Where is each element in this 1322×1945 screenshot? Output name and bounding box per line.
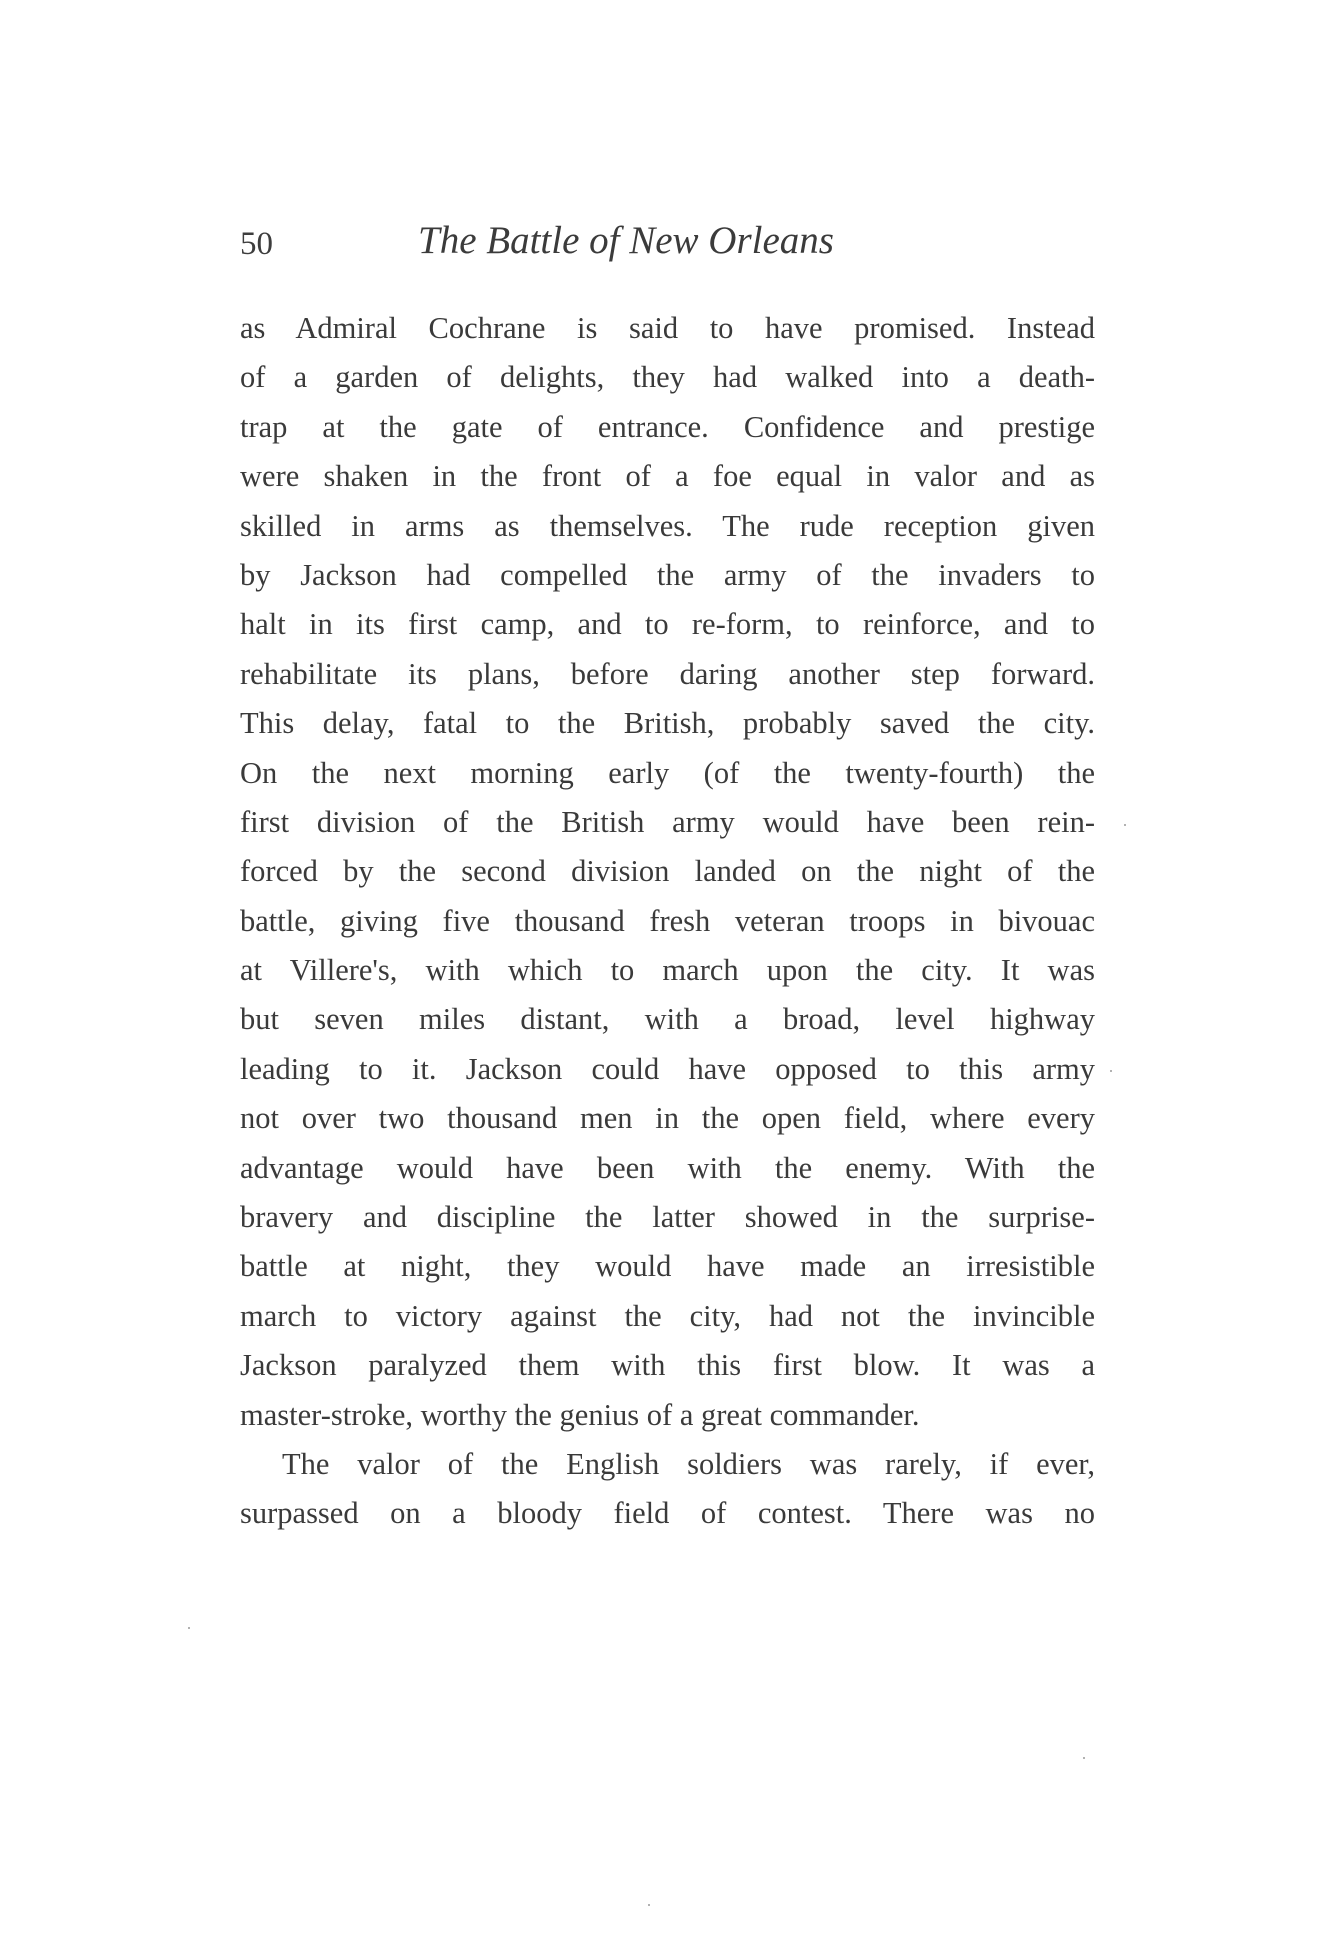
text-line: halt in its first camp, and to re-form, to reinforce, and to [240, 607, 1095, 642]
text-line: march to victory against the city, had not the invincible [240, 1298, 1095, 1333]
text-line: first division of the British army would have been rein- [240, 804, 1095, 839]
text-line: Jackson paralyzed them with this first blow. It was a [240, 1348, 1095, 1383]
text-line: at Villere's, with which to march upon the city. It was [240, 953, 1095, 988]
paragraph-end-line: master-stroke, worthy the genius of a great commander. [240, 1397, 920, 1432]
paragraph-start-line: The valor of the English soldiers was rarely, if ever, [282, 1446, 1095, 1481]
body-text [240, 304, 1095, 1539]
text-line: but seven miles distant, with a broad, level highway [240, 1002, 1095, 1037]
scan-speck [188, 1627, 190, 1629]
text-line: leading to it. Jackson could have opposed to this army [240, 1051, 1095, 1086]
text-line: forced by the second division landed on the night of the [240, 854, 1095, 889]
scan-speck [648, 1904, 650, 1906]
page-number: 50 [240, 226, 273, 262]
scan-speck [1124, 824, 1126, 826]
text-line: bravery and discipline the latter showed in the surprise- [240, 1200, 1095, 1235]
text-line: advantage would have been with the enemy. With the [240, 1150, 1095, 1185]
text-line: surpassed on a bloody field of contest. There was no [240, 1496, 1095, 1531]
scan-speck [1083, 1757, 1085, 1759]
text-line: were shaken in the front of a foe equal in valor and as [240, 459, 1095, 494]
text-line: rehabilitate its plans, before daring another step forward. [240, 656, 1095, 691]
scan-speck [1110, 1070, 1112, 1072]
text-line: by Jackson had compelled the army of the invaders to [240, 557, 1095, 592]
text-line: On the next morning early (of the twenty-fourth) the [240, 755, 1095, 790]
text-line: not over two thousand men in the open field, where every [240, 1101, 1095, 1136]
page-header [240, 218, 1100, 274]
text-line: battle at night, they would have made an irresistible [240, 1249, 1095, 1284]
text-line: trap at the gate of entrance. Confidence and prestige [240, 409, 1095, 444]
text-line: This delay, fatal to the British, probably saved the city. [240, 706, 1095, 741]
text-line: as Admiral Cochrane is said to have promised. Instead [240, 311, 1095, 345]
text-line: skilled in arms as themselves. The rude reception given [240, 508, 1095, 543]
text-line: battle, giving five thousand fresh veteran troops in bivouac [240, 903, 1095, 938]
running-title: The Battle of New Orleans [418, 219, 834, 262]
text-line: of a garden of delights, they had walked into a death- [240, 360, 1095, 395]
